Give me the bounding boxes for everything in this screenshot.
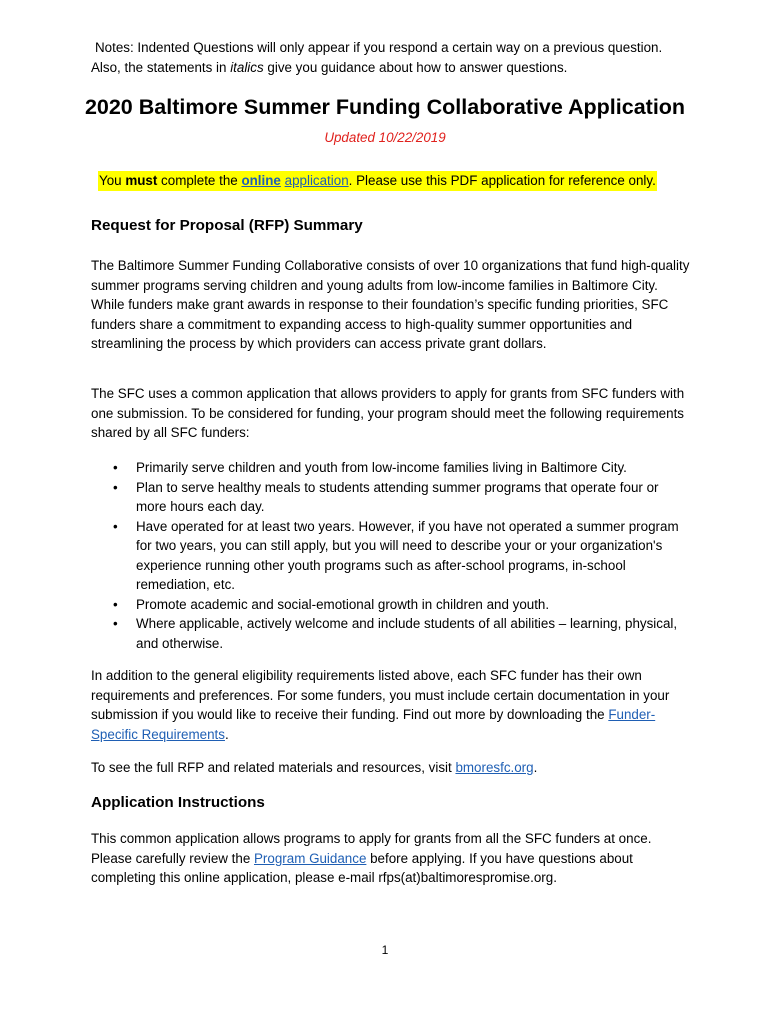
list-item: [91, 458, 691, 478]
rfp-paragraph-1: The Baltimore Summer Funding Collaborative consists of over 10 organizations that fund high-quality summer programs serving children and young adults from low-income families in Baltimore City. While funders make grant awards in response to their foundation’s specific funding priorities, SFC funders share a commitment to expanding access to high-quality summer opportunities and streamlining the process by which providers can access private grant dollars.: [91, 258, 690, 351]
page-number: 1: [381, 943, 389, 957]
list-item-text: Where applicable, actively welcome and include students of all abilities – learning, physical, and otherwise.: [136, 616, 678, 651]
bmoresfc-link[interactable]: bmoresfc.org: [455, 760, 534, 775]
bullet-icon: •: [113, 518, 118, 534]
notes-italics-word: italics: [230, 59, 264, 75]
bullet-icon: •: [113, 479, 118, 495]
application-instructions-heading: Application Instructions: [91, 794, 265, 811]
list-item-text: Promote academic and social-emotional growth in children and youth.: [136, 596, 550, 612]
program-guidance-link[interactable]: Program Guidance: [254, 850, 367, 866]
requirements-list: [91, 458, 691, 653]
paragraph-text: This common application allows programs to apply for grants from all the SFC funders at once. Please carefully review the: [91, 831, 652, 866]
notes-line-2-prefix: Also, the statements in: [91, 59, 231, 75]
updated-date: Updated 10/22/2019: [324, 130, 446, 145]
page-title: 2020 Baltimore Summer Funding Collaborative Application: [84, 95, 686, 119]
notes: [91, 38, 691, 77]
list-item: [91, 478, 691, 517]
rfp-paragraph-2: The SFC uses a common application that allows providers to apply for grants from SFC funders with one submission. To be considered for funding, your program should meet the following requirements shared by all SFC funders:: [91, 386, 685, 440]
list-item: [91, 614, 691, 653]
paragraph-suffix: .: [224, 726, 229, 742]
paragraph-suffix: before applying. If you have questions about completing this online application, please e-mail rfps(at)baltimorespromise.org.: [91, 850, 633, 885]
notice-suffix: . Please use this PDF application for reference only.: [348, 173, 656, 188]
list-item-text: Primarily serve children and youth from low-income families living in Baltimore City.: [136, 460, 627, 475]
notice-prefix: You: [99, 173, 126, 188]
funder-specific-requirements-link[interactable]: Funder-Specific Requirements: [91, 707, 656, 742]
paragraph-text: In addition to the general eligibility requirements listed above, each SFC funder has their own requirements and preferences. For some funders, you must include certain documentation in your submission if you would like to receive their funding. Find out more by downloading the: [91, 668, 670, 722]
list-item: [91, 517, 691, 595]
bullet-icon: •: [113, 460, 118, 475]
online-link[interactable]: online: [241, 173, 281, 188]
application-link[interactable]: application: [284, 173, 349, 188]
rfp-resources-paragraph: [91, 758, 691, 778]
list-item: [91, 595, 691, 615]
application-instructions-paragraph: [91, 829, 691, 888]
notice-middle: complete the: [157, 173, 242, 188]
list-item-text: Have operated for at least two years. However, if you have not operated a summer program for two years, you can still apply, but you will need to describe your or your organization's experience running other youth programs such as after-school programs, in-school remediation, etc.: [136, 518, 679, 592]
notice-must: must: [125, 173, 158, 188]
bullet-icon: •: [113, 596, 118, 612]
rfp-summary-heading: Request for Proposal (RFP) Summary: [91, 217, 363, 234]
notes-line-1: Notes: Indented Questions will only appear if you respond a certain way on a previous question.: [95, 40, 663, 55]
list-item-text: Plan to serve healthy meals to students attending summer programs that operate four or more hours each day.: [136, 479, 659, 514]
paragraph-text: To see the full RFP and related materials and resources, visit: [91, 760, 456, 775]
paragraph-suffix: .: [533, 760, 538, 775]
online-application-notice: [98, 171, 657, 191]
bullet-icon: •: [113, 616, 118, 631]
notes-line-2-suffix: give you guidance about how to answer questions.: [263, 59, 568, 75]
funder-requirements-paragraph: [91, 666, 691, 744]
